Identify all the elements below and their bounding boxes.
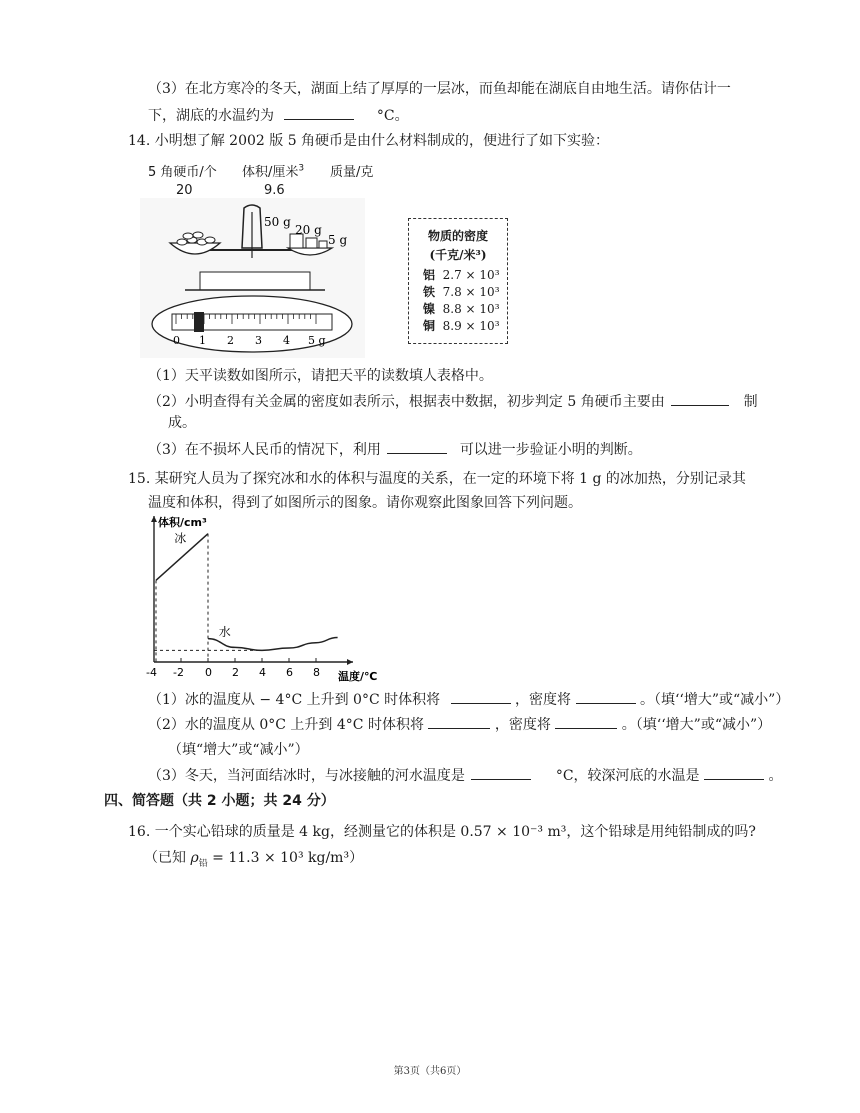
density-row: [423, 284, 507, 301]
q15-sub3: [148, 765, 782, 786]
chart-x-arrow: [347, 659, 353, 665]
density-row-value: 7.8 × 10³: [442, 285, 500, 299]
balance-base: [200, 272, 310, 290]
q14-table-header-volume-text: 体积/厘米: [242, 165, 299, 180]
q14-sub2-text: （2）小明查得有关金属的密度如表所示，根据表中数据，初步判定 5 角硬币主要由: [148, 394, 665, 410]
q16-line1: 16. 一个实心铅球的质量是 4 kg，经测量它的体积是 0.57 × 10⁻³ m³，这个铅球是用纯铅制成的吗?: [128, 824, 756, 840]
q14-sub1: （1）天平读数如图所示，请把天平的读数填人表格中。: [148, 368, 493, 384]
chart-series: [156, 530, 338, 650]
chart-series-water: [208, 638, 338, 651]
chart-x-tick-label: -2: [173, 666, 184, 679]
scale-tick-1: 1: [199, 334, 206, 347]
q13-line1: （3）在北方寒冷的冬天，湖面上结了厚厚的一层冰，而鱼却能在湖底自由地生活。请你估计一: [148, 81, 731, 97]
q14-sub3-blank[interactable]: [387, 439, 447, 454]
q13-line2-unit: °C。: [376, 108, 409, 124]
q15-sub3-mid: °C，较深河底的水温是: [555, 768, 700, 784]
chart-ticks: [146, 658, 320, 679]
q15-sub3-blank-deep[interactable]: [704, 765, 764, 780]
density-row-name: 铁: [423, 285, 436, 299]
density-row-value: 2.7 × 10³: [442, 268, 500, 282]
q13-answer-blank[interactable]: [284, 105, 354, 120]
q16-line2-pre: （已知: [144, 850, 191, 866]
q16-line2-post: = 11.3 × 10³ kg/m³）: [207, 850, 364, 866]
density-row: [423, 301, 507, 318]
q15-sub3-blank-temp[interactable]: [471, 765, 531, 780]
scale-tick-0: 0: [173, 334, 180, 347]
q14-sub3-text: （3）在不损坏人民币的情况下，利用: [148, 442, 381, 458]
q15-stem-line2: 温度和体积，得到了如图所示的图象。请你观察此图象回答下列问题。: [148, 495, 582, 511]
q16-rho-subscript: 铅: [198, 858, 208, 869]
density-row-value: 8.8 × 10³: [442, 302, 500, 316]
weight-20g: [306, 238, 317, 248]
q15-sub1-blank-density[interactable]: [576, 689, 636, 704]
volume-temperature-chart: [144, 512, 394, 684]
q14-sub2-tail: 制: [743, 394, 758, 410]
chart-x-tick-label: 8: [313, 666, 320, 679]
chart-series-ice-label: 冰: [174, 531, 187, 546]
q13-line2: [148, 105, 409, 126]
q14-table-cell-mass[interactable]: [338, 183, 378, 199]
density-row-value: 8.9 × 10³: [442, 319, 500, 333]
scale-tick-4: 4: [283, 334, 290, 347]
density-row: [423, 267, 507, 284]
balance-figure: [140, 198, 365, 358]
q13-line2-text: 下，湖底的水温约为: [148, 108, 274, 124]
density-box-title: 物质的密度: [427, 229, 488, 243]
q14-sub2-line1: [148, 391, 758, 412]
q14-sub2-line2: 成。: [168, 415, 196, 431]
chart-xlabel: 温度/℃: [338, 670, 378, 683]
q15-sub1-tail: 。（填‘‘增大”或“减小”）: [639, 692, 790, 708]
q15-sub1-blank-volume[interactable]: [451, 689, 511, 704]
q14-sub3: [148, 439, 642, 460]
q15-sub1-mid: ，密度将: [515, 692, 572, 708]
q14-table-header-sup: 3: [298, 163, 305, 174]
chart-x-tick-label: 4: [259, 666, 266, 679]
weight-label-5g: 5 g: [328, 233, 348, 247]
weight-label-50g: 50 g: [264, 215, 291, 229]
q14-sub3-tail: 可以进一步验证小明的判断。: [459, 442, 642, 458]
chart-x-tick-label: 2: [232, 666, 239, 679]
q15-sub2-blank-density[interactable]: [555, 714, 617, 729]
scale-tick-3: 3: [255, 334, 262, 347]
density-row-name: 镍: [423, 302, 436, 316]
chart-x-tick-label: -4: [146, 666, 157, 679]
chart-x-tick-label: 0: [205, 666, 212, 679]
weight-5g: [319, 241, 327, 248]
density-row-name: 铝: [423, 268, 436, 282]
q15-sub2-mid: ，密度将: [494, 717, 551, 733]
density-box: [408, 218, 508, 344]
q14-sub2-blank[interactable]: [671, 391, 729, 406]
density-row-name: 铜: [423, 319, 436, 333]
q15-sub2-blank-volume[interactable]: [428, 714, 490, 729]
chart-y-arrow: [151, 516, 157, 522]
density-box-rows: [423, 267, 507, 335]
section4-heading: 四、简答题（共 2 小题；共 24 分）: [104, 793, 335, 809]
q15-sub3-text: （3）冬天，当河面结冰时，与冰接触的河水温度是: [148, 768, 465, 784]
scale-tick-5: 5 g: [308, 334, 326, 347]
q14-table-header-count: 5 角硬币/个: [148, 165, 217, 180]
q15-sub1: [148, 689, 789, 710]
chart-series-water-label: 水: [218, 624, 231, 639]
density-box-unit: (千克/米³): [429, 248, 487, 262]
scale-tick-2: 2: [227, 334, 234, 347]
q15-sub2-note: （填“增大”或“减小”）: [168, 742, 309, 758]
density-row: [423, 318, 507, 335]
q14-table-cell-volume: 9.6: [264, 183, 285, 198]
q15-sub2-tail: 。（填‘‘增大”或“减小”）: [621, 717, 772, 733]
page-footer: 第3页（共6页）: [393, 1066, 467, 1077]
q14-table-header-volume: [242, 161, 304, 180]
q14-table-cell-count: 20: [176, 183, 193, 198]
q14-stem: 14. 小明想了解 2002 版 5 角硬币是由什么材料制成的，便进行了如下实验：: [128, 133, 610, 149]
chart-guides: [154, 534, 262, 662]
q15-sub2-text: （2）水的温度从 0°C 上升到 4°C 时体积将: [148, 717, 424, 733]
q16-line2: [144, 848, 363, 874]
q16-rho-symbol: ρ: [190, 850, 199, 866]
weight-label-20g: 20 g: [295, 223, 322, 237]
chart-x-tick-label: 6: [286, 666, 293, 679]
q15-sub2: [148, 714, 771, 735]
scale-rider: [194, 312, 204, 332]
q15-stem-line1: 15. 某研究人员为了探究冰和水的体积与温度的关系，在一定的环境下将 1 g 的冰加热，分别记录其: [128, 471, 746, 487]
chart-ylabel: 体积/cm³: [158, 516, 207, 529]
q15-sub1-text: （1）冰的温度从 − 4°C 上升到 0°C 时体积将: [148, 692, 441, 708]
q15-sub3-tail: 。: [768, 768, 783, 784]
q14-table-header-mass: 质量/克: [330, 165, 374, 180]
